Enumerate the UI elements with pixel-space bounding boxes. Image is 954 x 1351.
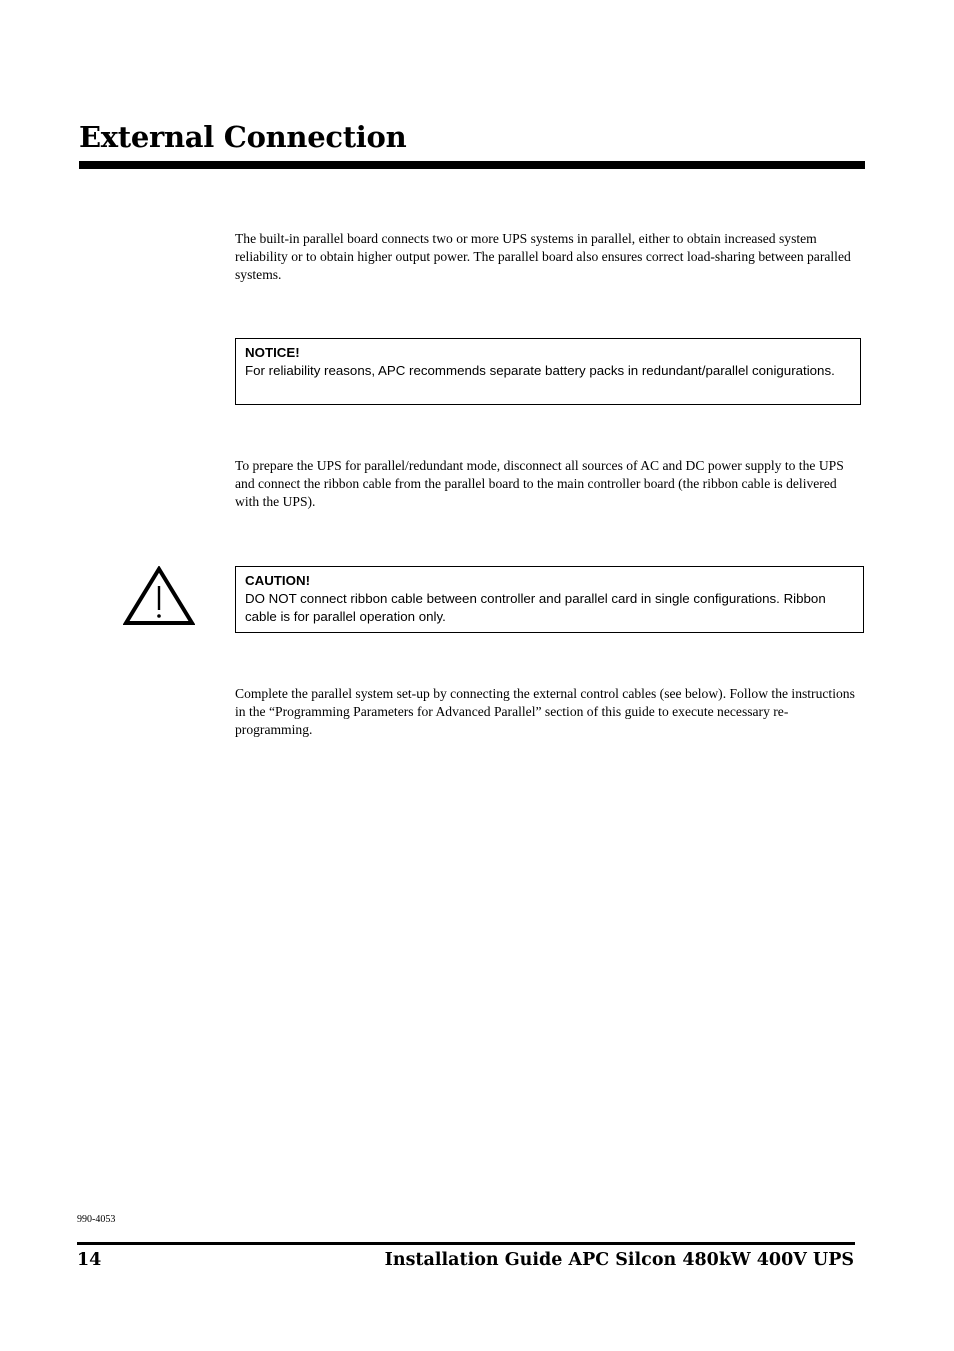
- notice-box: [235, 338, 861, 405]
- notice-label: NOTICE!: [245, 345, 300, 360]
- caution-text: DO NOT connect ribbon cable between controller and parallel card in single configurations. Ribbon cable is for parallel operation only.: [245, 591, 826, 624]
- page-number: 14: [77, 1250, 102, 1270]
- notice-text: For reliability reasons, APC recommends separate battery packs in redundant/parallel conigurations.: [245, 363, 835, 378]
- setup-paragraph: Complete the parallel system set-up by connecting the external control cables (see below). Follow the instructions in the “Programming Parameters for Advanced Parallel” section of this guide to execute necessary re-programming.: [235, 686, 855, 737]
- footer-rule: [77, 1242, 855, 1245]
- warning-triangle-icon: [123, 566, 195, 626]
- intro-paragraph: The built-in parallel board connects two or more UPS systems in parallel, either to obtain increased system reliability or to obtain higher output power. The parallel board also ensures correct load-sharing between paralled systems.: [235, 231, 851, 282]
- document-number: 990-4053: [77, 1214, 116, 1225]
- footer-guide-title: Installation Guide APC Silcon 480kW 400V UPS: [384, 1250, 854, 1270]
- title-rule: [79, 161, 865, 169]
- caution-box: [235, 566, 864, 633]
- prepare-paragraph: To prepare the UPS for parallel/redundant mode, disconnect all sources of AC and DC power supply to the UPS and connect the ribbon cable from the parallel board to the main controller board (the ribbon cable is delivered with the UPS).: [235, 458, 844, 509]
- page-title: External Connection: [79, 120, 407, 154]
- caution-label: CAUTION!: [245, 573, 310, 588]
